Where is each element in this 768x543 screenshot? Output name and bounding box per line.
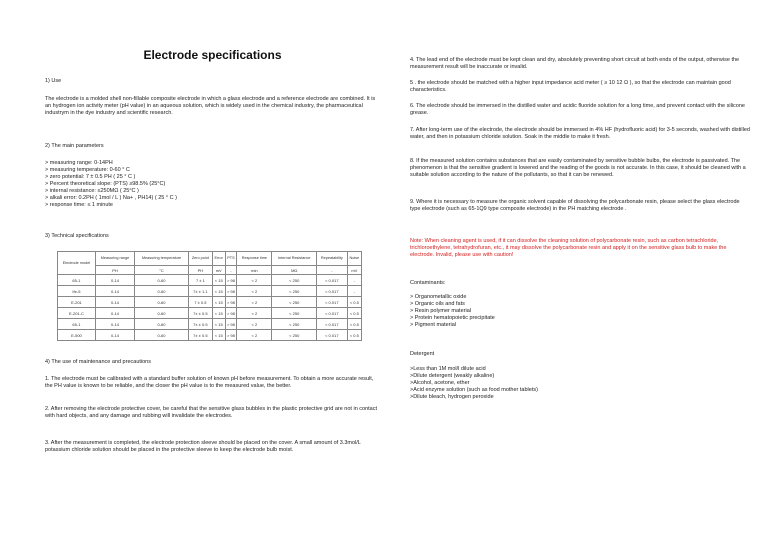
table-cell: > 98 — [225, 286, 237, 297]
table-unit-cell: - — [225, 266, 237, 275]
table-cell: < 250 — [272, 330, 317, 341]
table-row — [58, 275, 362, 286]
table-header-cell: PTS — [225, 252, 237, 266]
left-column — [45, 0, 380, 543]
table-cell: < 0.017 — [317, 330, 348, 341]
table-cell: 0-14 — [95, 275, 134, 286]
table-cell: < 0.017 — [317, 319, 348, 330]
list-item: >Dilute bleach, hydrogen peroxide — [410, 394, 494, 400]
param-item: > Percent theoretical slope: (PTS) ≥98.5% (25°C) — [45, 181, 166, 187]
table-cell: 7 ± 0.5 — [188, 297, 212, 308]
list-item: > Protein hematopoietic precipitate — [410, 315, 495, 321]
table-cell: 7± ± 1.1 — [188, 286, 212, 297]
right-column — [410, 0, 750, 543]
table-cell: < 250 — [272, 275, 317, 286]
table-cell: E-500 — [58, 330, 96, 341]
table-cell: < 2 — [237, 286, 272, 297]
table-cell: < 250 — [272, 286, 317, 297]
table-header-cell: Repeatability — [317, 252, 348, 266]
table-cell: > 98 — [225, 330, 237, 341]
section-maint-heading: 4) The use of maintenance and precautions — [45, 359, 151, 365]
param-item: > internal resistance: ≤250MΩ ( 25°C ) — [45, 188, 139, 194]
table-cell: 0-14 — [95, 330, 134, 341]
table-cell: < 0.017 — [317, 297, 348, 308]
paragraph-9: 9. Where it is necessary to measure the organic solvent capable of dissolving the polycarbonate resin, please select the glass electrode type electrode (such as 65-1Q9 type composite electrode) in the PH matching electrode . — [410, 199, 740, 212]
list-item: > Resin polymer material — [410, 308, 471, 314]
table-cell: E-201-C — [58, 308, 96, 319]
maint-paragraph-1: 1. The electrode must be calibrated with a standard buffer solution of known pH before measurement. To obtain a more accurate result, the PH value is known to be reliable, and the closer the pH value is to the measured value, the better. — [45, 376, 374, 389]
list-item: > Organometallic oxide — [410, 294, 467, 300]
contaminants-heading: Contaminants: — [410, 280, 446, 286]
table-cell: > 98 — [225, 275, 237, 286]
table-cell: < 0.017 — [317, 275, 348, 286]
table-cell: 0-60 — [135, 297, 189, 308]
table-cell: < 15 — [212, 308, 225, 319]
table-header-cell: Error — [212, 252, 225, 266]
table-cell: < 250 — [272, 297, 317, 308]
table-cell: 0-14 — [95, 308, 134, 319]
table-cell: > 98 — [225, 297, 237, 308]
table-cell: 0-60 — [135, 275, 189, 286]
list-item: > Organic oils and fats — [410, 301, 465, 307]
spec-table — [57, 251, 362, 341]
table-cell: < 250 — [272, 308, 317, 319]
table-unit-cell: PH — [188, 266, 212, 275]
table-cell: - — [347, 286, 361, 297]
table-cell: < 0.5 — [347, 330, 361, 341]
page-title: Electrode specifications — [143, 48, 282, 62]
table-cell: 0-14 — [95, 297, 134, 308]
table-cell: < 0.5 — [347, 308, 361, 319]
table-unit-cell: °C — [135, 266, 189, 275]
table-cell: < 2 — [237, 330, 272, 341]
table-unit-cell: min — [237, 266, 272, 275]
table-header-cell: Electrode model — [58, 252, 96, 275]
table-cell: < 0.017 — [317, 286, 348, 297]
list-item: >Less than 1M mol/l dilute acid — [410, 366, 486, 372]
table-cell: < 2 — [237, 275, 272, 286]
table-cell: E-201 — [58, 297, 96, 308]
table-cell: 65-1 — [58, 275, 96, 286]
table-cell: - — [347, 275, 361, 286]
table-cell: 7 ± 1 — [188, 275, 212, 286]
table-cell: 7± ± 0.5 — [188, 308, 212, 319]
table-cell: < 15 — [212, 330, 225, 341]
list-item: >Dilute detergent (weakly alkaline) — [410, 373, 495, 379]
table-units-row — [58, 266, 362, 275]
table-cell: Ife-5 — [58, 286, 96, 297]
table-cell: < 250 — [272, 319, 317, 330]
paragraph-6: 6. The electrode should be immersed in the distilled water and acidic fluoride solution for a long time, and prevent contact with the silicone grease. — [410, 103, 745, 116]
table-row — [58, 319, 362, 330]
param-item: > measuring range: 0-14PH — [45, 160, 113, 166]
table-header-cell: Zero point — [188, 252, 212, 266]
table-unit-cell: - — [317, 266, 348, 275]
param-item: > measuring temperature: 0-60 ° C — [45, 167, 130, 173]
paragraph-5: 5 . the electrode should be matched with a higher input impedance acid meter ( ≥ 10 12 Ω ), so that the electrode can maintain good characteristics. — [410, 80, 731, 93]
table-unit-cell: PH — [95, 266, 134, 275]
table-cell: < 15 — [212, 297, 225, 308]
section-use-text: The electrode is a molded shell non-fillable composite electrode in which a glass electrode and a reference electrode are combined. It is an hydrogen ion activity meter (pH value) in an aqueous solution, which is widely used in the chemical industry, the pharmaceutical industrym in the dye industry and scientific research. — [45, 96, 376, 116]
table-cell: 0-60 — [135, 330, 189, 341]
list-item: > Pigment material — [410, 322, 457, 328]
table-header-row — [58, 252, 362, 266]
table-unit-cell: mV — [347, 266, 361, 275]
table-cell: 7± ± 0.5 — [188, 330, 212, 341]
section-tech-heading: 3) Technical specifications — [45, 233, 109, 239]
table-cell: < 0.5 — [347, 319, 361, 330]
table-cell: 65-1 — [58, 319, 96, 330]
table-row — [58, 286, 362, 297]
table-row — [58, 297, 362, 308]
table-unit-cell: mV — [212, 266, 225, 275]
paragraph-7: 7. After long-term use of the electrode, the electrode should be immersed in 4% HF (hydrofluoric acid) for 3-5 seconds, washed with distilled water, and then in potassium chloride solution. Soak in the middle to make it fresh. — [410, 127, 750, 140]
table-cell: < 2 — [237, 319, 272, 330]
detergent-heading: Detergent — [410, 351, 435, 357]
section-params-heading: 2) The main parameters — [45, 143, 104, 149]
param-item: > response time: ≤ 1 minute — [45, 202, 113, 208]
maint-paragraph-2: 2. After removing the electrode protective cover, be careful that the sensitive glass bubbles in the plastic protective grid are not in contact with hard objects, and any damage and rubbing will invalidate the electrodes. — [45, 406, 378, 419]
table-unit-cell: MΩ — [272, 266, 317, 275]
table-header-cell: Internal Resistance — [272, 252, 317, 266]
caution-note: Note: When cleaning agent is used, if it can dissolve the cleaning solution of polycarbonate resin, such as carbon tetrachloride, trichloroethylene, tetrahydrofuran, etc., it may dissolve the polycarbonate resin and apply it on the sensitive glass bulb to make the electrode. Invalid, please use with caution! — [410, 238, 727, 258]
table-header-cell: Measuring temperature — [135, 252, 189, 266]
param-item: > zero potential: 7 ± 0.5 PH ( 25 ° C ) — [45, 174, 136, 180]
table-cell: 7± ± 0.5 — [188, 319, 212, 330]
table-cell: 0-14 — [95, 319, 134, 330]
paragraph-4: 4. The lead end of the electrode must be kept clean and dry, absolutely preventing short circuit at both ends of the output, otherwise the measurement result will be inaccurate or invalid. — [410, 57, 740, 70]
table-header-cell: Measuring range — [95, 252, 134, 266]
table-cell: < 0.017 — [317, 308, 348, 319]
list-item: >Alcohol, acetone, ether — [410, 380, 470, 386]
paragraph-8: 8. If the measured solution contains substances that are easily contaminated by sensitive bubble bulbs, the electrode is passivated. The phenomenon is that the sensitive gradient is lowered and the reading of the goods is not accurate. In this case, it should be cleaned with a suitable solution according to the nature of the pollutants, so that it can be renewed. — [410, 158, 746, 178]
list-item: >Acid enzyme solution (such as food mother tablets) — [410, 387, 538, 393]
table-cell: < 15 — [212, 286, 225, 297]
table-cell: < 0.5 — [347, 297, 361, 308]
table-cell: 0-14 — [95, 286, 134, 297]
table-cell: 0-60 — [135, 308, 189, 319]
table-cell: < 15 — [212, 275, 225, 286]
maint-paragraph-3: 3. After the measurement is completed, the electrode protection sleeve should be placed on the cover. A small amount of 3.3mol/L potassium chloride solution should be placed in the protective sleeve to keep the electrode bulb moist. — [45, 440, 361, 453]
table-cell: 0-60 — [135, 319, 189, 330]
param-item: > alkali error: 0.2PH ( 1mol / L ) Na+ , PH14) ( 25 ° C ) — [45, 195, 177, 201]
table-cell: < 2 — [237, 297, 272, 308]
table-row — [58, 308, 362, 319]
table-cell: > 98 — [225, 308, 237, 319]
table-cell: < 2 — [237, 308, 272, 319]
table-header-cell: Response time — [237, 252, 272, 266]
table-cell: > 98 — [225, 319, 237, 330]
table-header-cell: Noise — [347, 252, 361, 266]
table-cell: < 15 — [212, 319, 225, 330]
table-cell: 0-60 — [135, 286, 189, 297]
table-row — [58, 330, 362, 341]
section-use-heading: 1) Use — [45, 78, 62, 84]
